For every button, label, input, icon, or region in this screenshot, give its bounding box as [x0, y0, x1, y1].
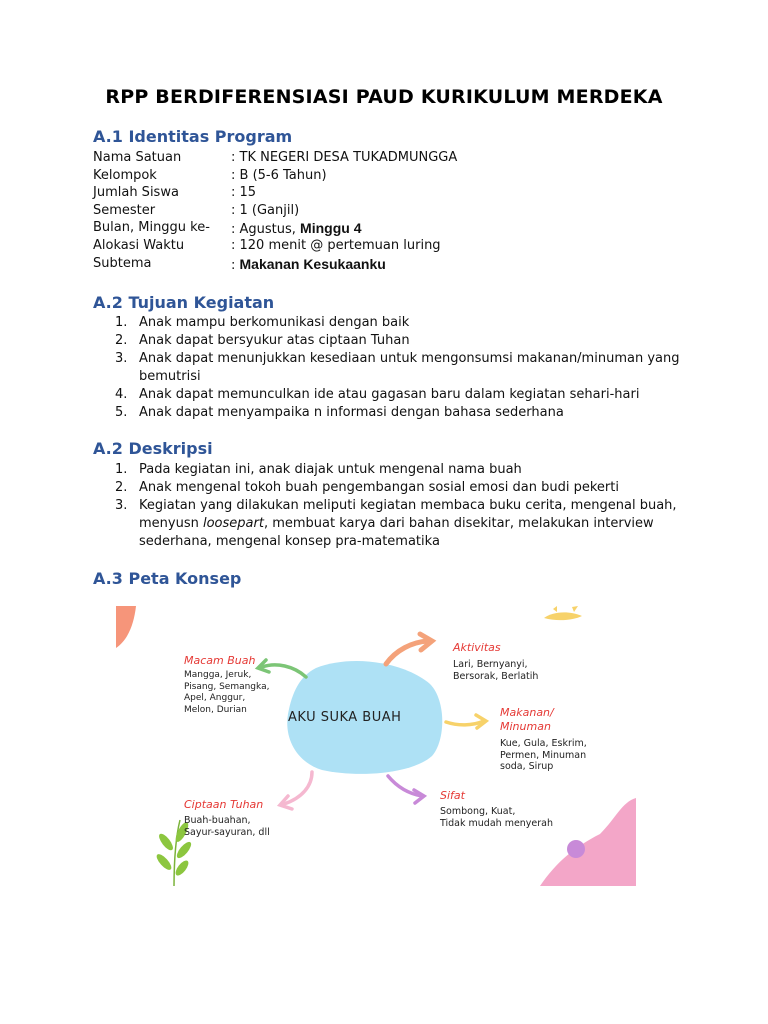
identitas-label: Nama Satuan [93, 150, 182, 165]
list-text: Anak dapat menyampaika n informasi dengan bahasa sederhana [139, 405, 564, 420]
list-text-italic: loosepart [202, 516, 264, 531]
node-title-makanan-minuman [500, 706, 554, 734]
node-line: Mangga, Jeruk, [184, 670, 252, 680]
list-text: Anak dapat menunjukkan kesediaan untuk mengonsumsi makanan/minuman yang [139, 351, 680, 366]
node-title-sifat: Sifat [440, 789, 465, 802]
node-title-macam-buah: Macam Buah [184, 654, 256, 667]
tujuan-list [93, 314, 693, 422]
deskripsi-heading: A.2 Deskripsi [93, 439, 213, 458]
identitas-value-text: : Agustus, [231, 222, 301, 237]
list-text: Anak mampu berkomunikasi dengan baik [139, 315, 410, 330]
deskripsi-list [93, 461, 693, 551]
node-text-macam-buah [184, 670, 269, 716]
identitas-value: : B (5-6 Tahun) [231, 168, 327, 183]
identitas-value-text: : [231, 258, 240, 273]
list-number: 4. [115, 387, 128, 402]
node-title-aktivitas: Aktivitas [453, 641, 501, 654]
node-line: Bersorak, Berlatih [453, 670, 539, 682]
identitas-value: : 120 menit @ pertemuan luring [231, 238, 441, 253]
arrow-to-ciptaan-tuhan-icon [280, 772, 312, 809]
identitas-heading: A.1 Identitas Program [93, 127, 293, 146]
list-item [93, 350, 693, 386]
list-item [93, 461, 693, 479]
identitas-value: : 15 [231, 185, 257, 200]
center-label: AKU SUKA BUAH [288, 710, 402, 725]
identitas-value-bold: Minggu 4 [300, 220, 362, 236]
arrow-to-makanan-icon [446, 715, 486, 728]
node-line: Apel, Anggur, [184, 693, 246, 703]
node-line: Buah-buahan, [184, 815, 251, 826]
list-number: 2. [115, 333, 128, 348]
list-item [93, 404, 693, 422]
list-item [93, 314, 693, 332]
identitas-label: Kelompok [93, 168, 157, 183]
identitas-value: : 1 (Ganjil) [231, 203, 300, 218]
identitas-value [231, 219, 361, 239]
node-text-aktivitas [453, 659, 538, 682]
node-line: Kue, Gula, Eskrim, [500, 738, 587, 749]
identitas-label: Semester [93, 203, 156, 218]
list-text: Anak mengenal tokoh buah pengembangan sosial emosi dan budi pekerti [139, 480, 619, 495]
list-text: Anak dapat memunculkan ide atau gagasan baru dalam kegiatan sehari-hari [139, 387, 640, 402]
list-text: , membuat karya dari bahan disekitar, melakukan interview [263, 516, 654, 531]
list-item [93, 479, 693, 497]
identitas-value: : TK NEGERI DESA TUKADMUNGGA [231, 150, 458, 165]
node-line: Lari, Bernyanyi, [453, 659, 528, 670]
node-line: Tidak mudah menyerah [440, 817, 554, 829]
node-text-sifat [440, 806, 553, 829]
identitas-value [231, 255, 386, 275]
page-title: RPP BERDIFERENSIASI PAUD KURIKULUM MERDEKA [105, 86, 663, 108]
list-number: 2. [115, 480, 128, 495]
node-text-ciptaan-tuhan [184, 815, 270, 838]
concept-map [116, 606, 636, 886]
purple-dot-shape [567, 840, 585, 858]
node-line: Permen, Minuman [500, 749, 587, 761]
list-number: 5. [115, 405, 128, 420]
node-title-line: Makanan/ [500, 706, 554, 719]
list-text: Kegiatan yang dilakukan meliputi kegiatan membaca buku cerita, mengenal buah, [139, 498, 677, 513]
list-text: Anak dapat bersyukur atas ciptaan Tuhan [139, 333, 410, 348]
list-number: 1. [115, 462, 128, 477]
node-title-line: Minuman [500, 720, 551, 733]
node-title-ciptaan-tuhan: Ciptaan Tuhan [184, 798, 264, 811]
node-line: Sombong, Kuat, [440, 806, 516, 817]
list-number: 1. [115, 315, 128, 330]
list-number: 3. [115, 351, 128, 366]
peta-heading: A.3 Peta Konsep [93, 569, 242, 588]
arrow-to-sifat-icon [388, 776, 424, 803]
list-item [93, 386, 693, 404]
identitas-value-bold: Makanan Kesukaanku [239, 256, 386, 272]
sun-icon [544, 606, 582, 620]
pink-blob-shape [540, 798, 636, 886]
identitas-label: Subtema [93, 256, 152, 271]
list-text: bemutrisi [139, 369, 201, 384]
node-text-makanan-minuman [500, 738, 587, 773]
list-item [93, 497, 693, 551]
node-line: Pisang, Semangka, [184, 681, 270, 692]
list-item [93, 332, 693, 350]
node-line: soda, Sirup [500, 761, 554, 772]
arrow-to-aktivitas-icon [386, 634, 432, 664]
tujuan-heading: A.2 Tujuan Kegiatan [93, 293, 275, 312]
identitas-label: Jumlah Siswa [93, 185, 179, 200]
node-line: Sayur-sayuran, dll [184, 826, 270, 838]
node-line: Melon, Durian [184, 704, 247, 715]
corner-orange-shape [116, 606, 136, 648]
list-number: 3. [115, 498, 128, 513]
list-text: Pada kegiatan ini, anak diajak untuk mengenal nama buah [139, 462, 522, 477]
list-text: sederhana, mengenal konsep pra-matematika [139, 534, 440, 549]
identitas-label: Alokasi Waktu [93, 238, 185, 253]
identitas-label: Bulan, Minggu ke- [93, 220, 210, 235]
list-text: menyusn [139, 516, 203, 531]
